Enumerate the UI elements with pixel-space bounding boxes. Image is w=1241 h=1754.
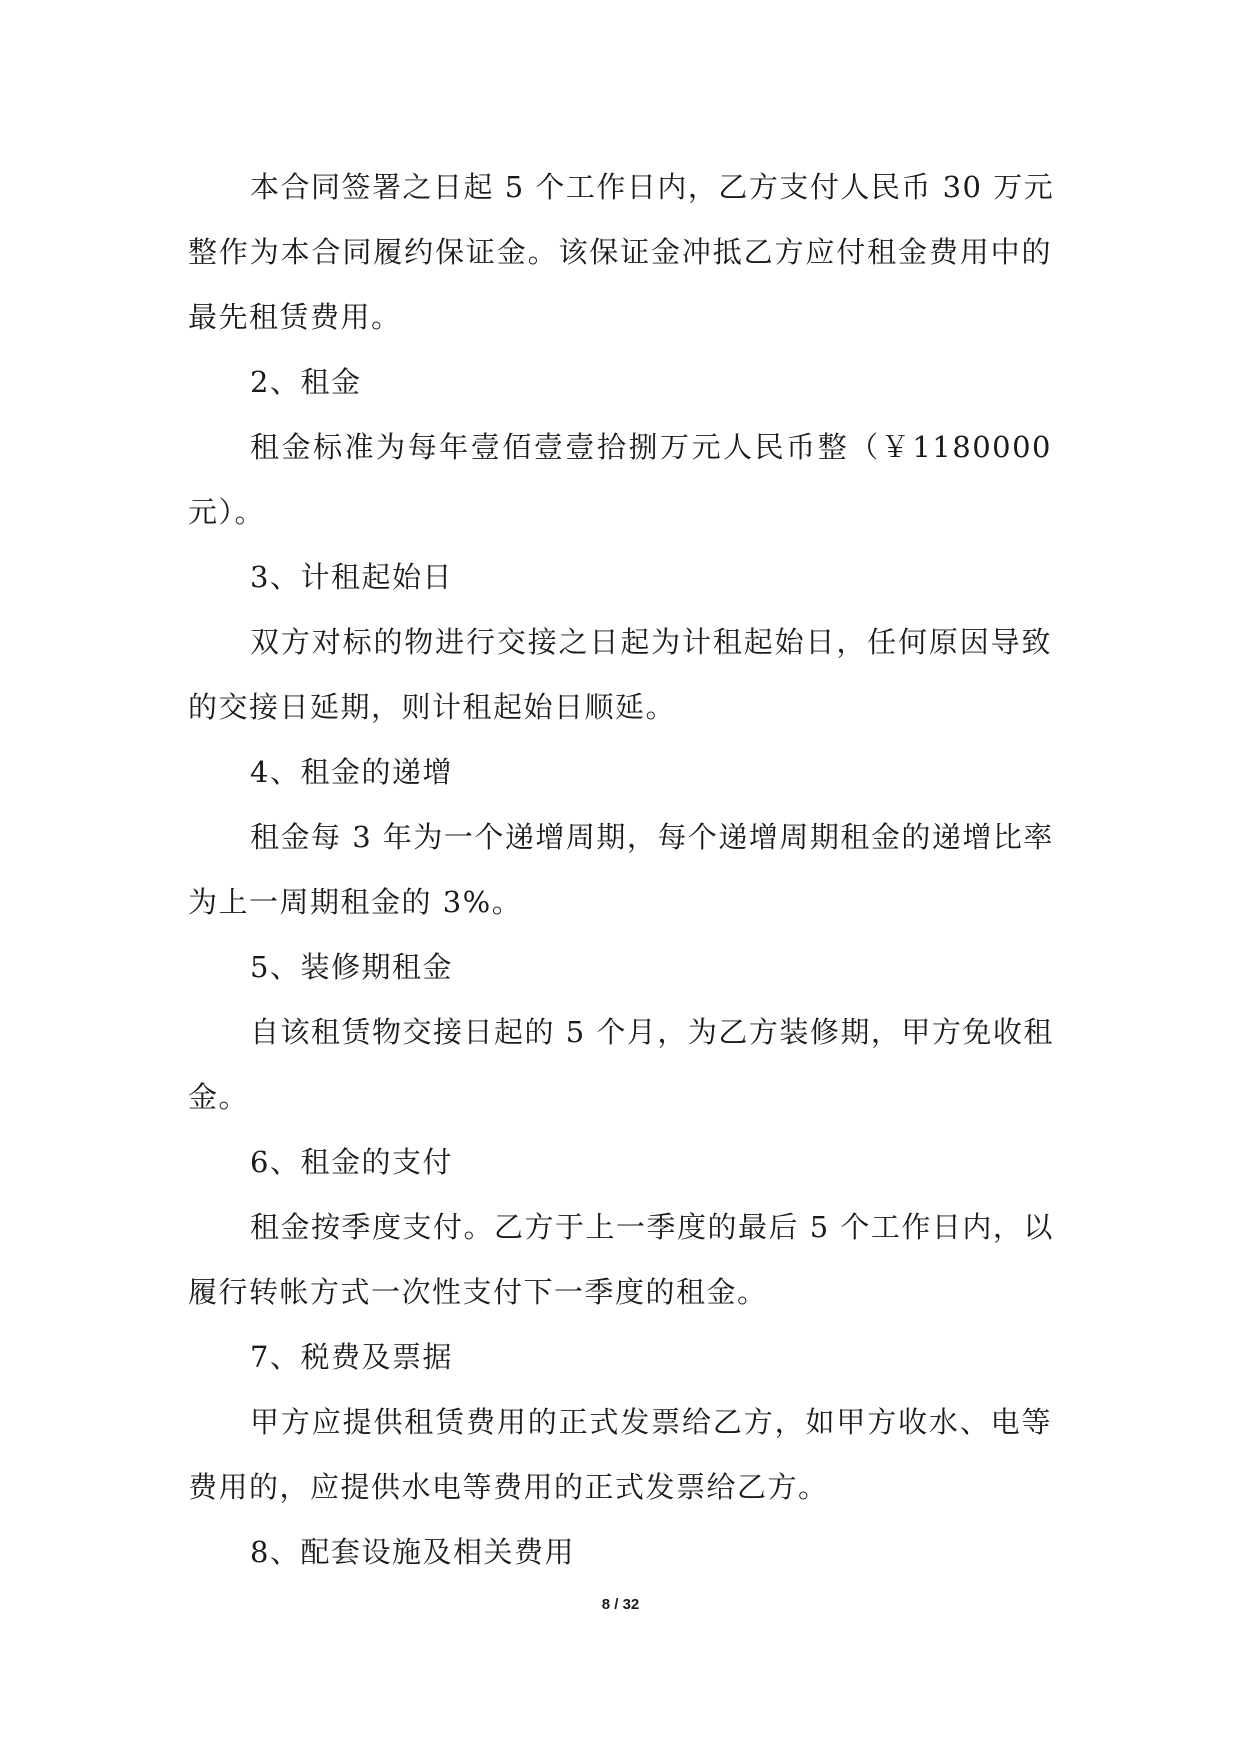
page-number: 8 / 32 bbox=[601, 1596, 640, 1613]
tax-paragraph-line-2: 费用的，应提供水电等费用的正式发票给乙方。 bbox=[188, 1470, 829, 1504]
renovation-paragraph-line-1: 自该租赁物交接日起的 5 个月，为乙方装修期，甲方免收租 bbox=[250, 1015, 1054, 1049]
rent-increase-paragraph-line-1: 租金每 3 年为一个递增周期，每个递增周期租金的递增比率 bbox=[250, 820, 1054, 854]
renovation-paragraph-line-2: 金。 bbox=[188, 1080, 250, 1114]
deposit-paragraph-line-3: 最先租赁费用。 bbox=[188, 300, 402, 334]
rent-payment-paragraph-line-2: 履行转帐方式一次性支付下一季度的租金。 bbox=[188, 1275, 768, 1309]
rent-paragraph-line-2: 元）。 bbox=[188, 495, 266, 529]
document-body bbox=[188, 155, 1055, 1585]
start-date-heading: 3、计租起始日 bbox=[250, 560, 453, 594]
facilities-heading: 8、配套设施及相关费用 bbox=[250, 1535, 575, 1569]
start-date-paragraph-line-2: 的交接日延期，则计租起始日顺延。 bbox=[188, 690, 677, 724]
rent-increase-paragraph-line-2: 为上一周期租金的 3%。 bbox=[188, 885, 523, 919]
rent-heading: 2、租金 bbox=[250, 365, 362, 399]
renovation-rent-heading: 5、装修期租金 bbox=[250, 950, 453, 984]
rent-payment-heading: 6、租金的支付 bbox=[250, 1145, 453, 1179]
tax-heading: 7、税费及票据 bbox=[250, 1340, 453, 1374]
deposit-paragraph-line-1: 本合同签署之日起 5 个工作日内，乙方支付人民币 30 万元 bbox=[250, 170, 1055, 204]
deposit-paragraph-line-2: 整作为本合同履约保证金。该保证金冲抵乙方应付租金费用中的 bbox=[188, 235, 1052, 269]
tax-paragraph-line-1: 甲方应提供租赁费用的正式发票给乙方，如甲方收水、电等 bbox=[250, 1405, 1052, 1439]
rent-payment-paragraph-line-1: 租金按季度支付。乙方于上一季度的最后 5 个工作日内，以 bbox=[250, 1210, 1054, 1244]
rent-increase-heading: 4、租金的递增 bbox=[250, 755, 453, 789]
start-date-paragraph-line-1: 双方对标的物进行交接之日起为计租起始日，任何原因导致 bbox=[250, 625, 1052, 659]
rent-paragraph-line-1: 租金标准为每年壹佰壹壹拾捌万元人民币整（￥1180000 bbox=[250, 430, 1052, 464]
